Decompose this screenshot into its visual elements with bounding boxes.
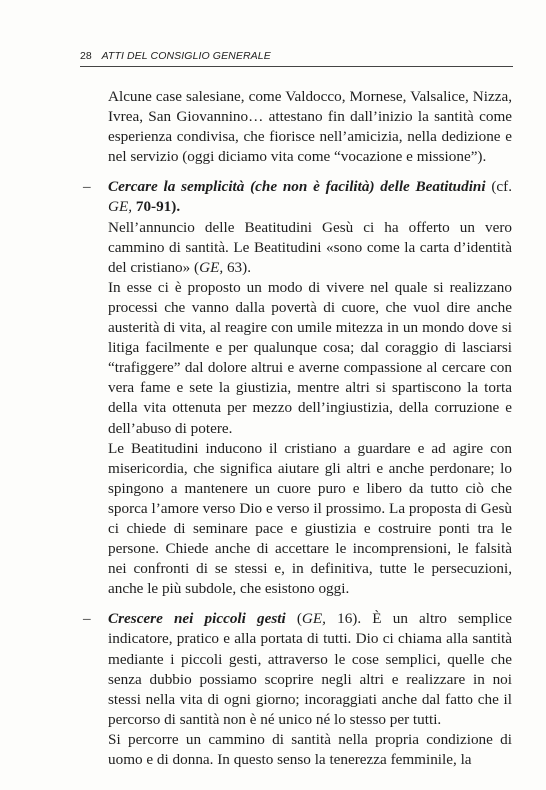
reference-close: 70-91). (132, 198, 181, 216)
bullet-heading-line (108, 609, 512, 730)
paragraph: Si percorre un cammino di santità nella propria condizione di uomo e di donna. In questo senso la tenerezza femminile, la (108, 730, 512, 768)
running-title: ATTI DEL CONSIGLIO GENERALE (101, 50, 271, 62)
bullet-dash: – (83, 610, 91, 628)
intro-paragraph: Alcune case salesiane, come Valdocco, Mornese, Valsalice, Nizza, Ivrea, San Giovannino… attestano fin dall’inizio la santità come esperienza condivisa, che fiorisce nell’amicizia, nella dedizione e nel servizio (oggi diciamo vita come “vocazione e missione”). (108, 88, 512, 166)
bullet-heading: Cercare la semplicità (che non è facilità) delle Beatitudini (108, 178, 486, 196)
bullet-heading-line (108, 177, 512, 217)
page-number: 28 (80, 50, 92, 62)
bullet-piccoli-gesti (83, 609, 513, 770)
reference-source: GE, (301, 610, 326, 628)
running-header (80, 50, 512, 62)
paragraph-text: 63). (223, 258, 251, 276)
paragraph-text: Nell’annuncio delle Beatitudini Gesù ci ha offerto un vero cammino di santità. Le Beatitudini «sono come la carta d’identità del cristiano» ( (108, 218, 512, 276)
reference-close: 16). (325, 610, 362, 628)
bullet-heading: Crescere nei piccoli gesti (108, 610, 286, 628)
paragraph (108, 218, 512, 278)
reference-open: ( (285, 610, 302, 628)
reference-source: GE, (108, 198, 133, 216)
reference-open: (cf. (485, 178, 513, 196)
header-rule (80, 66, 513, 67)
paragraph-text: È un altro semplice indicatore, pratico e alla portata di tutti. Dio ci chiama alla santità mediante i piccoli gesti, attraverso le cose semplici, quelle che senza dubbio possiamo scoprire negli altri e realizzare in noi stessi nella vita di ogni giorno; incoraggiati anche dal fatto che il percorso di santità non è né unico né lo stesso per tutti. (108, 610, 513, 728)
body-text (83, 87, 513, 770)
bullet-dash: – (83, 178, 91, 196)
paragraph: In esse ci è proposto un modo di vivere nel quale si realizzano processi che vanno dalla povertà di cuore, che vuol dire anche austerità di vita, al reagire con umile mitezza in un mondo dove si litiga facilmente e per qualunque cosa; dal coraggio di lasciarsi “trafiggere” dal dolore altrui e averne compassione al cercare con vera fame e sete la giustizia, mentre altri si spartiscono la torta della vita ottenuta per mezzo dell’ingiustizia, della corruzione e dell’abuso di potere. (108, 278, 512, 437)
paragraph: Le Beatitudini inducono il cristiano a guardare e ad agire con misericordia, che significa aiutare gli altri e anche perdonare; lo spingono a mantenere un cuore puro e libero da tutto ciò che sporca l’amore verso Dio e verso il prossimo. La proposta di Gesù ci chiede di seminare pace e giustizia e costruire ponti tra le persone. Chiede anche di accettare le incomprensioni, le falsità nei confronti di se stessi e, in definitiva, tutte le persecuzioni, anche le più subdole, che esistono oggi. (108, 439, 512, 598)
reference-source: GE, (199, 258, 224, 276)
bullet-beatitudini (83, 177, 513, 599)
